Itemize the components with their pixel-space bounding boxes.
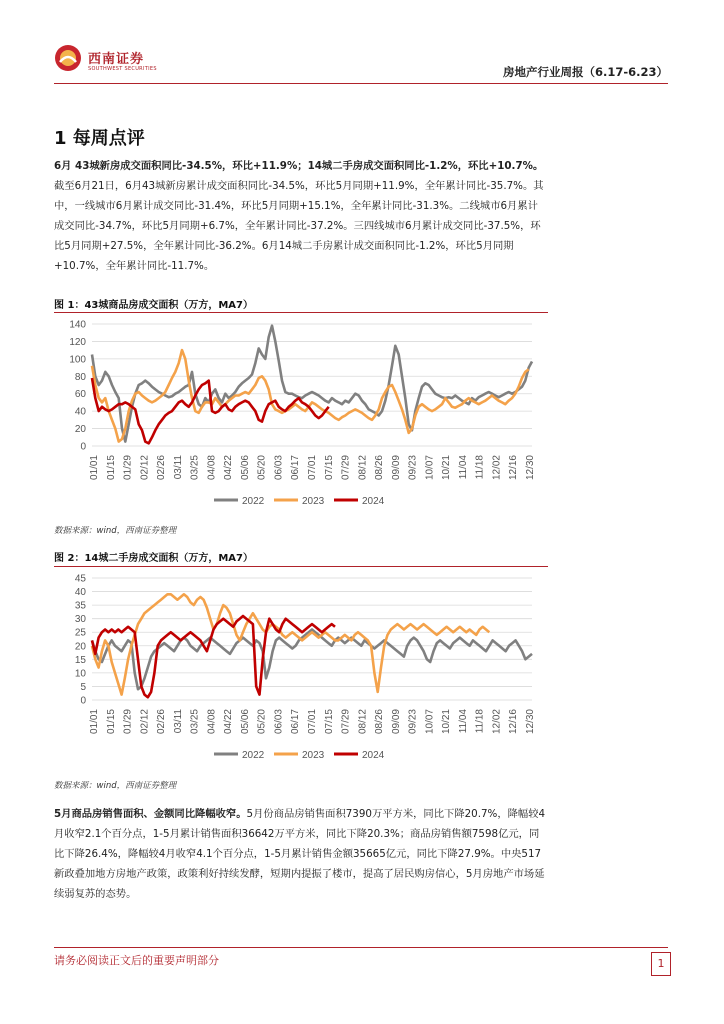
x-tick-label: 06/17	[290, 455, 302, 481]
x-tick-label: 12/30	[525, 455, 536, 481]
y-tick-label: 60	[74, 389, 86, 401]
y-tick-label: 35	[74, 600, 86, 612]
x-tick-label: 08/12	[357, 455, 369, 481]
x-tick-label: 12/02	[491, 455, 503, 481]
y-tick-label: 10	[74, 668, 86, 680]
x-tick-label: 03/25	[189, 709, 201, 735]
x-tick-label: 09/09	[390, 455, 402, 481]
figure2-source: 数据来源：wind，西南证券整理	[54, 781, 177, 791]
footer-divider	[54, 947, 668, 948]
x-tick-label: 02/26	[156, 455, 168, 481]
figure2-title: 图 2：14城二手房成交面积（万方，MA7）	[54, 553, 254, 564]
x-tick-label: 07/01	[307, 455, 318, 481]
x-tick-label: 11/04	[457, 455, 469, 480]
x-tick-label: 10/21	[441, 455, 453, 481]
y-tick-label: 100	[69, 354, 86, 366]
x-tick-label: 12/30	[525, 709, 536, 735]
x-tick-label: 03/25	[189, 455, 201, 481]
y-tick-label: 40	[74, 587, 86, 599]
x-tick-label: 05/20	[256, 455, 268, 481]
legend-label-2024: 2024	[362, 496, 385, 507]
x-tick-label: 12/16	[508, 455, 520, 481]
x-tick-label: 02/12	[139, 709, 151, 735]
x-tick-label: 10/07	[424, 709, 436, 735]
legend-label-2022: 2022	[242, 496, 265, 507]
x-tick-label: 04/22	[223, 455, 235, 481]
x-tick-label: 04/08	[206, 455, 218, 481]
x-tick-label: 10/21	[441, 709, 453, 735]
x-tick-label: 09/23	[407, 709, 419, 735]
x-tick-label: 09/09	[390, 709, 402, 735]
x-tick-label: 02/12	[139, 455, 151, 481]
x-tick-label: 08/26	[374, 709, 386, 735]
x-tick-label: 06/03	[273, 455, 285, 481]
paragraph-weekly-review	[54, 156, 548, 276]
paragraph-lead: 5月商品房销售面积、金额同比降幅收窄。	[54, 808, 247, 820]
x-tick-label: 11/18	[474, 455, 486, 480]
x-tick-label: 05/06	[239, 455, 251, 481]
report-title: 房地产行业周报（6.17-6.23）	[502, 65, 668, 79]
legend-label-2023: 2023	[302, 496, 325, 507]
x-tick-label: 01/29	[122, 709, 134, 735]
y-tick-label: 120	[69, 336, 86, 348]
y-tick-label: 0	[80, 441, 86, 453]
paragraph-body: 5月份商品房销售面积7390万平方米，同比下降20.7%，降幅较4月收窄2.1个百分点，1-5月累计销售面积36642万平方米，同比下降20.3%；商品房销售额7598亿元，同比下降26.4%，降幅较4月收窄4.1个百分点，1-5月累计销售金额35665亿元，同比下降27.9%。中央517新政叠加地方房地产政策，政策利好持续发酵，短期内提振了楼市，提高了居民购房信心，5月房地产市场延续弱复苏的态势。	[54, 808, 546, 900]
x-tick-label: 05/20	[256, 709, 268, 735]
company-name-cn: 西南证券	[88, 52, 145, 67]
y-tick-label: 40	[74, 406, 86, 418]
legend-label-2023: 2023	[302, 750, 325, 761]
x-tick-label: 01/15	[105, 709, 117, 735]
x-tick-label: 04/08	[206, 709, 218, 735]
y-tick-label: 5	[80, 681, 86, 693]
y-tick-label: 30	[74, 614, 86, 626]
figure1-rule	[54, 312, 548, 313]
x-tick-label: 03/11	[172, 709, 184, 734]
paragraph-body: 截至6月21日，6月43城新房累计成交面积同比-34.5%，环比5月同期+11.9%，全年累计同比-35.7%。其中，一线城市6月累计成交同比-31.4%，环比5月同期+15.1%，全年累计同比-31.3%。二线城市6月累计成交同比-34.7%，环比5月同期+6.7%，全年累计同比-37.2%。三四线城市6月累计成交同比-37.5%，环比5月同期+27.5%，全年累计同比-36.2%。6月14城二手房累计成交面积同比-1.2%，环比5月同期+10.7%，全年累计同比-11.7%。	[54, 180, 544, 272]
x-tick-label: 11/04	[457, 709, 469, 734]
x-tick-label: 06/03	[273, 709, 285, 735]
figure1-source: 数据来源：wind，西南证券整理	[54, 526, 177, 536]
x-tick-label: 07/15	[323, 709, 335, 735]
figure1-chart	[54, 316, 548, 514]
figure1-title: 图 1：43城商品房成交面积（万方，MA7）	[54, 300, 254, 311]
x-tick-label: 07/29	[340, 709, 352, 735]
x-tick-label: 09/23	[407, 455, 419, 481]
header-divider	[54, 83, 668, 84]
legend-label-2024: 2024	[362, 750, 385, 761]
y-tick-label: 140	[69, 319, 86, 331]
x-tick-label: 04/22	[223, 709, 235, 735]
page-number: 1	[651, 952, 671, 976]
series-line-2023	[92, 594, 489, 694]
x-tick-label: 12/02	[491, 709, 503, 735]
x-tick-label: 01/01	[89, 455, 100, 481]
x-tick-label: 07/29	[340, 455, 352, 481]
y-tick-label: 80	[74, 371, 86, 383]
section-title: 1 每周点评	[54, 128, 145, 149]
x-tick-label: 12/16	[508, 709, 520, 735]
x-tick-label: 01/15	[105, 455, 117, 481]
company-logo-icon	[54, 44, 82, 72]
x-tick-label: 07/15	[323, 455, 335, 481]
y-tick-label: 45	[74, 573, 86, 585]
x-tick-label: 03/11	[172, 455, 184, 480]
paragraph-sales	[54, 804, 548, 904]
legend-label-2022: 2022	[242, 750, 265, 761]
y-tick-label: 15	[74, 654, 86, 666]
x-tick-label: 02/26	[156, 709, 168, 735]
paragraph-lead: 6月 43城新房成交面积同比-34.5%，环比+11.9%；14城二手房成交面积同比-1.2%，环比+10.7%。	[54, 160, 544, 172]
y-tick-label: 20	[74, 424, 86, 436]
x-tick-label: 01/01	[89, 709, 100, 735]
x-tick-label: 01/29	[122, 455, 134, 481]
y-tick-label: 25	[74, 627, 86, 639]
x-tick-label: 08/12	[357, 709, 369, 735]
x-tick-label: 07/01	[307, 709, 318, 735]
footer-disclaimer: 请务必阅读正文后的重要声明部分	[54, 954, 219, 967]
x-tick-label: 06/17	[290, 709, 302, 735]
x-tick-label: 08/26	[374, 455, 386, 481]
y-tick-label: 20	[74, 641, 86, 653]
x-tick-label: 11/18	[474, 709, 486, 734]
company-name-en: SOUTHWEST SECURITIES	[88, 66, 157, 72]
x-tick-label: 10/07	[424, 455, 436, 481]
figure2-rule	[54, 566, 548, 567]
figure2-chart	[54, 570, 548, 768]
x-tick-label: 05/06	[239, 709, 251, 735]
y-tick-label: 0	[80, 695, 86, 707]
